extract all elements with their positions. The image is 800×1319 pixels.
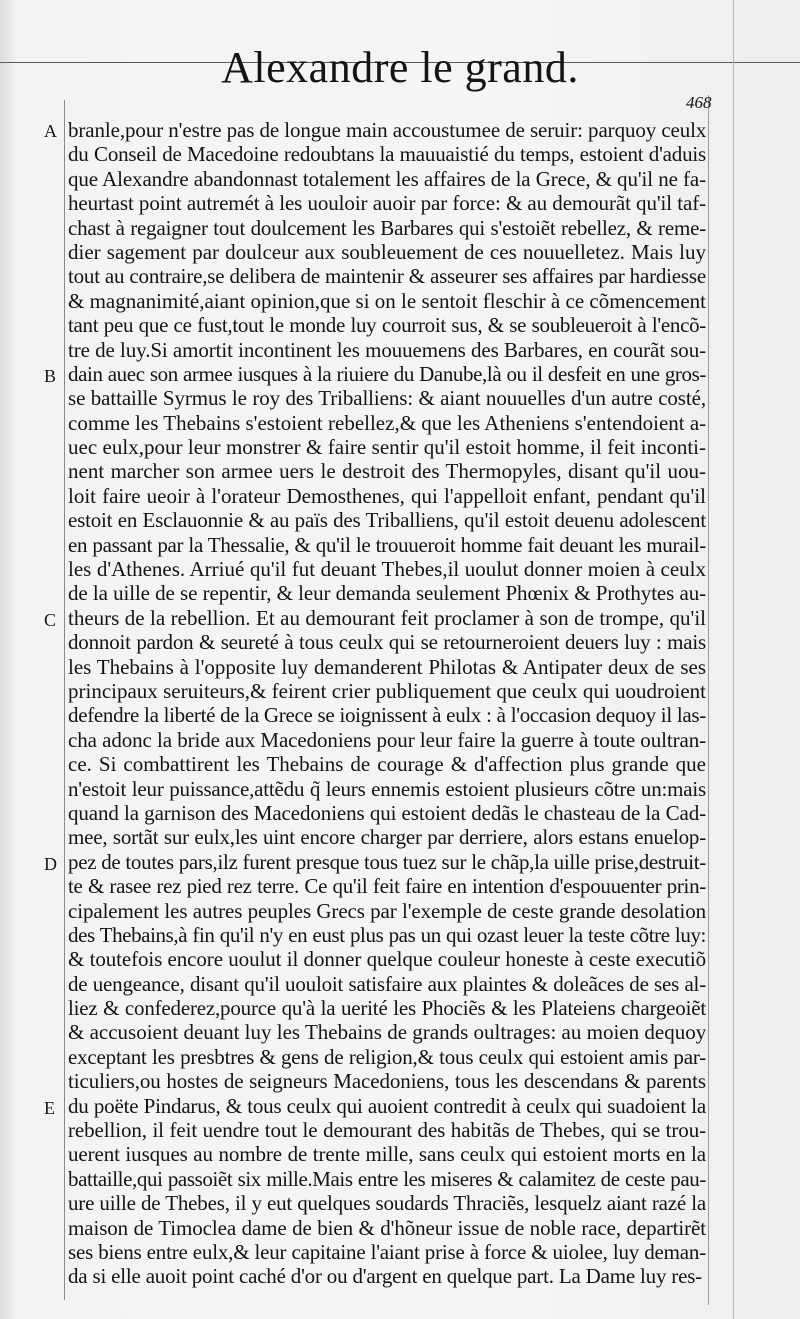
margin-letter-a: A	[44, 121, 57, 141]
text-line: de uengeance, disant qu'il uouloit satisfaire aux plaintes & doleãces de ses al-	[68, 971, 706, 996]
text-line: des Thebains,à fin qu'il n'y en eust plus pas un qui ozast leuer la teste cõtre luy:	[68, 922, 706, 947]
text-line: battaille,qui passoiẽt six mille.Mais entre les miseres & calamitez de ceste pau-	[68, 1166, 706, 1191]
text-line: ticuliers,ou hostes de seigneurs Macedoniens, tous les descendans & parents	[68, 1069, 706, 1094]
text-line: chast à regaigner tout doulcement les Barbares qui s'estoiẽt rebellez, & reme-	[68, 215, 706, 240]
text-line: nent marcher son armee uers le destroit des Thermopyles, disant qu'il uou-	[68, 459, 706, 484]
text-line: cipalement les autres peuples Grecs par l'exemple de ceste grande desolation	[68, 898, 706, 923]
text-line: dain auec son armee iusques à la riuiere du Danube,là ou il desfeit en une gros-	[68, 361, 706, 386]
right-margin-rule	[708, 95, 709, 1305]
text-line: quand la garnison des Macedoniens qui estoient dedãs le chasteau de la Cad-	[68, 800, 706, 825]
text-line: & accusoient deuant luy les Thebains de grands oultrages: au moien dequoy	[68, 1020, 706, 1045]
text-line: que Alexandre abandonnast totalement les affaires de la Grece, & qu'il ne fa-	[68, 166, 706, 191]
text-line: theurs de la rebellion. Et au demourant feit proclamer à son de trompe, qu'il	[68, 605, 706, 630]
margin-letter-c: C	[44, 610, 57, 630]
text-line: da si elle auoit point caché d'or ou d'argent en quelque part. La Dame luy res-	[68, 1264, 702, 1289]
text-line: de la uille de se repentir, & leur demanda seulement Phœnix & Prothytes au-	[68, 581, 706, 606]
text-line: defendre la liberté de la Grece se ioignissent à eulx : à l'occasion dequoy il las-	[68, 703, 706, 728]
text-line: exceptant les presbtres & gens de religion,& tous ceulx qui estoient amis par-	[68, 1044, 706, 1069]
margin-letter-b: B	[44, 366, 57, 386]
margin-letter-d: D	[44, 854, 57, 874]
text-line: & toutefois encore uoulut il donner quelque couleur honeste à ceste executiõ	[68, 947, 706, 972]
text-line: loit faire ueoir à l'orateur Demosthenes, qui l'appelloit enfant, pendant qu'il	[68, 483, 706, 508]
text-line: principaux seruiteurs,& feirent crier publiquement que ceulx qui uoudroient	[68, 678, 706, 703]
text-line: ce. Si combattirent les Thebains de courage & d'affection plus grande que	[68, 752, 706, 777]
running-head: Alexandre le grand.	[221, 43, 579, 92]
text-line: te & rasee rez pied rez terre. Ce qu'il feit faire en intention d'espouuenter prin-	[68, 874, 706, 899]
text-line: les Thebains à l'opposite luy demanderent Philotas & Antipater deux de ses	[68, 654, 706, 679]
text-line: mee, sortãt sur eulx,les uint encore charger par derriere, alors estans enuelop-	[68, 825, 706, 850]
text-line: n'estoit leur puissance,attẽdu q̃ leurs ennemis estoient plusieurs cõtre un:mais	[68, 776, 706, 801]
text-line: maison de Timoclea dame de bien & d'hõneur issue de noble race, departirẽt	[68, 1215, 706, 1240]
text-line: en passant par la Thessalie, & qu'il le trouueroit homme fait deuant les murail-	[68, 532, 706, 557]
text-line: & magnanimité,aiant opinion,que si on le sentoit fleschir à ce cõmencement	[68, 288, 706, 313]
text-line: donnoit pardon & seureté à tous ceulx qui se retourneroient deuers luy : mais	[68, 630, 706, 655]
text-line: ses biens entre eulx,& leur capitaine l'aiant prise à force & uiolee, luy deman-	[68, 1239, 706, 1264]
body-text	[68, 118, 706, 1289]
left-margin-rule	[64, 100, 65, 1300]
text-line: uec eulx,pour leur monstrer & faire sentir qu'il estoit homme, il feit inconti-	[68, 435, 706, 460]
text-line: liez & confederez,pource qu'à la uerité les Phociẽs & les Plateiens chargeoiẽt	[68, 996, 706, 1021]
text-line: les d'Athenes. Arriué qu'il fut deuant Thebes,il uoulut donner moien à ceulx	[68, 557, 706, 582]
text-line: tant peu que ce fust,tout le monde luy courroit sus, & se soubleueroit à l'encõ-	[68, 313, 706, 338]
text-line: tout au contraire,se delibera de maintenir & asseurer ses affaires par hardiesse	[68, 264, 706, 289]
page-edge-rule	[733, 0, 734, 1319]
text-line: uerent iusques au nombre de trente mille, sans ceulx qui estoient morts en la	[68, 1142, 706, 1167]
text-line: cha adonc la bride aux Macedoniens pour leur faire la guerre à toute oultran-	[68, 727, 706, 752]
text-line: tre de luy.Si amortit incontinent les mouuemens des Barbares, en courãt sou-	[68, 337, 706, 362]
text-line: du Conseil de Macedoine redoubtans la mauuaistié du temps, estoient d'aduis	[68, 142, 706, 167]
page-number: 468	[686, 93, 712, 112]
margin-letter-e: E	[44, 1098, 55, 1118]
text-line: heurtast point autremét à les uouloir auoir par force: & au demourãt qu'il taf-	[68, 191, 706, 216]
text-line: comme les Thebains s'estoient rebellez,& que les Atheniens s'entendoient a-	[68, 410, 706, 435]
text-line: estoit en Esclauonnie & au païs des Triballiens, qu'il estoit deuenu adolescent	[68, 508, 706, 533]
text-line: du poëte Pindarus, & tous ceulx qui auoient contredit à ceulx qui suadoient la	[68, 1093, 706, 1118]
text-line: branle,pour n'estre pas de longue main accoustumee de seruir: parquoy ceulx	[68, 118, 706, 142]
text-line: rebellion, il feit uendre tout le demourant des habitãs de Thebes, qui se trou-	[68, 1118, 706, 1143]
text-line: dier sagement par doulceur aux soubleuement de ces nouuelletez. Mais luy	[68, 239, 706, 264]
text-line: pez de toutes pars,ilz furent presque tous tuez sur le chãp,la uille prise,destruit-	[68, 849, 706, 874]
text-line: se battaille Syrmus le roy des Triballiens: & aiant nouuelles d'un autre costé,	[68, 386, 706, 411]
text-line: ure uille de Thebes, il y eut quelques soudards Thraciẽs, lesquelz aiant razé la	[68, 1191, 706, 1216]
